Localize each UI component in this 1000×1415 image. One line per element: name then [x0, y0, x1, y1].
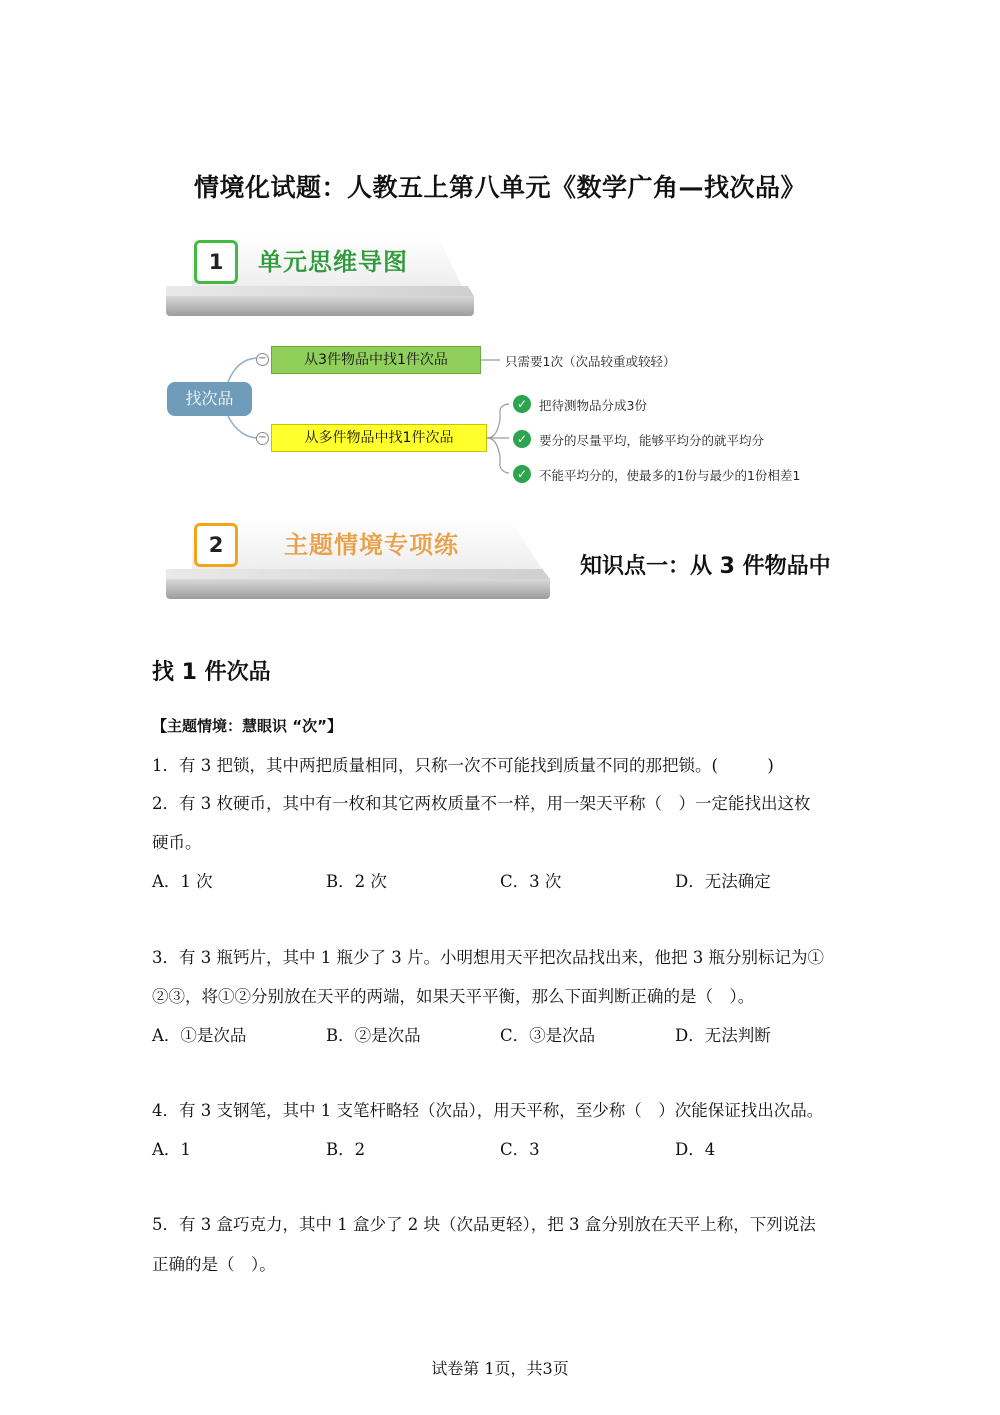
option-d: D．4 [675, 1140, 716, 1159]
mindmap-point: 把待测物品分成3份 [539, 398, 647, 413]
section-title: 主题情境专项练 [284, 530, 459, 559]
section-title: 单元思维导图 [258, 247, 408, 276]
option-a: A．1 次 [152, 872, 213, 891]
collapse-icon[interactable]: − [256, 353, 269, 366]
section-number-badge: 1 [194, 240, 238, 284]
option-c: C．3 次 [500, 872, 562, 891]
option-c: C．③是次品 [500, 1026, 596, 1045]
question-3: 3．有 3 瓶钙片，其中 1 瓶少了 3 片。小明想用天平把次品找出来，他把 3 瓶分别标记为① [152, 948, 824, 967]
question-4: 4．有 3 支钢笔，其中 1 支笔杆略轻（次品），用天平称，至少称（ ）次能保证找出次品。 [152, 1101, 824, 1120]
option-b: B．2 次 [326, 872, 387, 891]
question-5: 5．有 3 盒巧克力，其中 1 盒少了 2 块（次品更轻），把 3 盒分别放在天平上称，下列说法 [152, 1215, 816, 1234]
option-d: D．无法确定 [675, 872, 771, 891]
option-c: C．3 [500, 1140, 540, 1159]
question-1: 1．有 3 把锁，其中两把质量相同，只称一次不可能找到质量不同的那把锁。( ) [152, 756, 774, 775]
banner-bar [166, 569, 550, 579]
mindmap-point: 不能平均分的，使最多的1份与最少的1份相差1 [539, 468, 801, 483]
mindmap-note: 只需要1次（次品较重或较轻） [505, 354, 676, 369]
knowledge-heading-continued: 找 1 件次品 [152, 660, 271, 685]
banner-shadow [166, 579, 550, 599]
question-5-continued: 正确的是（ ）。 [152, 1255, 276, 1274]
check-icon: ✓ [513, 430, 531, 448]
option-a: A．①是次品 [152, 1026, 247, 1045]
section-banner-2 [166, 519, 550, 599]
page-footer: 试卷第 1页，共3页 [431, 1359, 569, 1378]
check-icon: ✓ [513, 395, 531, 413]
knowledge-heading: 知识点一：从 3 件物品中 [580, 554, 831, 579]
document-title: 情境化试题：人教五上第八单元《数学广角—找次品》 [193, 173, 806, 202]
question-2-continued: 硬币。 [152, 833, 202, 852]
mindmap-point: 要分的尽量平均，能够平均分的就平均分 [539, 433, 765, 448]
question-2: 2．有 3 枚硬币，其中有一枚和其它两枚质量不一样，用一架天平称（ ）一定能找出这枚 [152, 794, 811, 813]
option-b: B．②是次品 [326, 1026, 421, 1045]
mindmap-branch-node: 从多件物品中找1件次品 [271, 424, 487, 452]
scene-label: 【主题情境：慧眼识 “次”】 [152, 717, 342, 735]
collapse-icon[interactable]: − [256, 432, 269, 445]
mindmap-root-node: 找次品 [167, 382, 252, 416]
mindmap-branch-node: 从3件物品中找1件次品 [271, 346, 481, 374]
option-b: B．2 [326, 1140, 366, 1159]
option-a: A．1 [152, 1140, 191, 1159]
option-d: D．无法判断 [675, 1026, 771, 1045]
mindmap-connectors [0, 0, 1000, 500]
question-3-continued: ②③，将①②分别放在天平的两端，如果天平平衡，那么下面判断正确的是（ ）。 [152, 987, 755, 1006]
section-number-badge: 2 [194, 523, 238, 567]
check-icon: ✓ [513, 465, 531, 483]
